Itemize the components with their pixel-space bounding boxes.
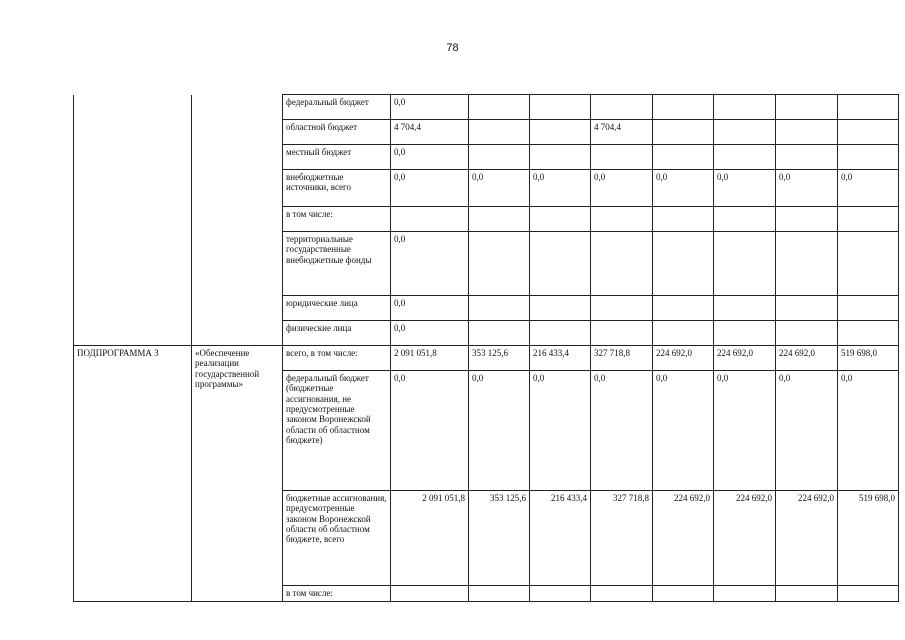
value-cell xyxy=(530,586,591,602)
value-cell xyxy=(776,586,838,602)
value-cell: 224 692,0 xyxy=(714,346,776,371)
value-cell xyxy=(591,586,653,602)
value-cell xyxy=(776,120,838,145)
value-cell xyxy=(838,586,899,602)
value-cell xyxy=(391,207,469,232)
value-cell: 0,0 xyxy=(391,170,469,207)
value-cell: 0,0 xyxy=(391,232,469,296)
value-cell: 0,0 xyxy=(469,371,530,491)
subprogram-status: ПОДПРОГРАММА 3 xyxy=(74,346,192,602)
value-cell: 327 718,8 xyxy=(591,346,653,371)
value-cell xyxy=(591,145,653,170)
value-cell xyxy=(469,120,530,145)
source-label: бюджетные ассигнования, предусмотренные законом Воронежской области об областном бюджете, всего xyxy=(283,491,391,586)
value-cell xyxy=(530,207,591,232)
value-cell xyxy=(653,586,714,602)
subprogram-name: «Обеспечение реализации государственной программы» xyxy=(192,346,283,602)
value-cell xyxy=(530,232,591,296)
value-cell xyxy=(714,321,776,346)
source-label: в том числе: xyxy=(283,207,391,232)
value-cell: 0,0 xyxy=(469,170,530,207)
value-cell xyxy=(653,95,714,120)
value-cell xyxy=(838,296,899,321)
source-label: федеральный бюджет xyxy=(283,95,391,120)
value-cell xyxy=(469,145,530,170)
value-cell xyxy=(714,207,776,232)
table-row xyxy=(74,95,899,120)
value-cell xyxy=(591,296,653,321)
value-cell: 224 692,0 xyxy=(714,491,776,586)
value-cell: 327 718,8 xyxy=(591,491,653,586)
value-cell xyxy=(591,321,653,346)
value-cell: 0,0 xyxy=(653,371,714,491)
value-cell xyxy=(653,207,714,232)
value-cell: 353 125,6 xyxy=(469,491,530,586)
value-cell xyxy=(469,296,530,321)
status-cell-empty xyxy=(74,95,192,346)
value-cell: 2 091 051,8 xyxy=(391,346,469,371)
source-label: внебюджетные источники, всего xyxy=(283,170,391,207)
value-cell xyxy=(653,296,714,321)
value-cell: 4 704,4 xyxy=(591,120,653,145)
value-cell xyxy=(838,120,899,145)
value-cell xyxy=(776,95,838,120)
source-label: территориальные государственные внебюджетные фонды xyxy=(283,232,391,296)
value-cell: 216 433,4 xyxy=(530,491,591,586)
value-cell: 0,0 xyxy=(391,371,469,491)
value-cell xyxy=(714,145,776,170)
value-cell xyxy=(391,586,469,602)
value-cell xyxy=(591,95,653,120)
value-cell xyxy=(653,120,714,145)
value-cell xyxy=(838,95,899,120)
value-cell xyxy=(838,145,899,170)
value-cell xyxy=(530,120,591,145)
value-cell xyxy=(469,321,530,346)
source-label: областной бюджет xyxy=(283,120,391,145)
table-row xyxy=(74,346,899,371)
value-cell xyxy=(776,321,838,346)
value-cell: 353 125,6 xyxy=(469,346,530,371)
value-cell: 0,0 xyxy=(776,170,838,207)
value-cell: 4 704,4 xyxy=(391,120,469,145)
value-cell xyxy=(838,321,899,346)
value-cell: 224 692,0 xyxy=(776,491,838,586)
value-cell: 0,0 xyxy=(591,371,653,491)
value-cell: 0,0 xyxy=(530,371,591,491)
value-cell: 0,0 xyxy=(838,371,899,491)
value-cell xyxy=(776,207,838,232)
value-cell xyxy=(469,207,530,232)
value-cell xyxy=(776,232,838,296)
value-cell: 0,0 xyxy=(391,95,469,120)
value-cell xyxy=(653,321,714,346)
value-cell: 519 698,0 xyxy=(838,346,899,371)
value-cell: 224 692,0 xyxy=(653,346,714,371)
source-label: в том числе: xyxy=(283,586,391,602)
value-cell xyxy=(776,296,838,321)
value-cell: 2 091 051,8 xyxy=(391,491,469,586)
value-cell xyxy=(530,296,591,321)
value-cell xyxy=(714,95,776,120)
value-cell: 0,0 xyxy=(714,170,776,207)
value-cell xyxy=(714,232,776,296)
value-cell xyxy=(776,145,838,170)
value-cell xyxy=(714,296,776,321)
value-cell xyxy=(469,95,530,120)
value-cell: 216 433,4 xyxy=(530,346,591,371)
value-cell xyxy=(653,232,714,296)
value-cell: 519 698,0 xyxy=(838,491,899,586)
value-cell: 0,0 xyxy=(530,170,591,207)
value-cell xyxy=(714,120,776,145)
value-cell: 0,0 xyxy=(391,145,469,170)
value-cell xyxy=(838,207,899,232)
value-cell: 0,0 xyxy=(391,296,469,321)
value-cell: 0,0 xyxy=(591,170,653,207)
value-cell xyxy=(530,95,591,120)
value-cell: 0,0 xyxy=(714,371,776,491)
value-cell xyxy=(714,586,776,602)
value-cell: 0,0 xyxy=(391,321,469,346)
value-cell xyxy=(591,207,653,232)
value-cell xyxy=(653,145,714,170)
value-cell: 224 692,0 xyxy=(653,491,714,586)
value-cell xyxy=(530,145,591,170)
source-label: местный бюджет xyxy=(283,145,391,170)
value-cell xyxy=(469,232,530,296)
value-cell xyxy=(530,321,591,346)
value-cell: 224 692,0 xyxy=(776,346,838,371)
value-cell: 0,0 xyxy=(838,170,899,207)
value-cell xyxy=(591,232,653,296)
budget-table xyxy=(73,94,899,602)
source-label: юридические лица xyxy=(283,296,391,321)
name-cell-empty xyxy=(192,95,283,346)
source-label: всего, в том числе: xyxy=(283,346,391,371)
value-cell: 0,0 xyxy=(776,371,838,491)
value-cell xyxy=(469,586,530,602)
value-cell xyxy=(838,232,899,296)
value-cell: 0,0 xyxy=(653,170,714,207)
source-label: федеральный бюджет (бюджетные ассигнования, не предусмотренные законом Воронежской области об областном бюджете) xyxy=(283,371,391,491)
source-label: физические лица xyxy=(283,321,391,346)
page-number: 78 xyxy=(446,42,459,54)
